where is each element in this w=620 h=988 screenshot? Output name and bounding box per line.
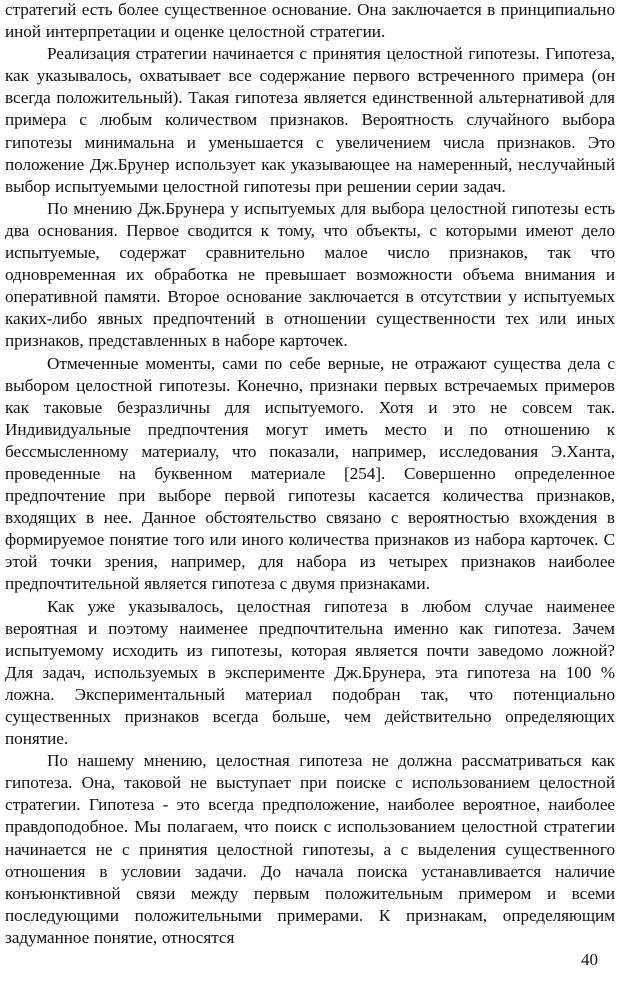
body-text xyxy=(5,0,615,949)
paragraph-5: Как уже указывалось, целостная гипотеза в любом случае наименее вероятная и поэтому наименее предпочтительна именно как гипотеза. Зачем испытуемому исходить из гипотезы, которая является почти заведомо ложной? Для задач, используемых в эксперименте Дж.Брунера, эта гипотеза на 100 % ложна. Экспериментальный материал подобран так, что потенциально существенных признаков всегда больше, чем действительно определяющих понятие. xyxy=(5,596,615,749)
paragraph-6: По нашему мнению, целостная гипотеза не должна рассматриваться как гипотеза. Она, таковой не выступает при поиске с использованием целостной стратегии. Гипотеза - это всегда предположение, наиболее вероятное, наиболее правдоподобное. Мы полагаем, что поиск с использованием целостной стратегии начинается не с принятия целостной гипотезы, а с выделения существенного отношения в условии задачи. До начала поиска устанавливается наличие конъюнктивной связи между первым положительным примером и всеми последующими положительными примерами. К признакам, определяющим задуманное понятие, относятся xyxy=(5,751,615,947)
page-number: 40 xyxy=(581,950,598,969)
paragraph-4: Отмеченные моменты, сами по себе верные, не отражают существа дела с выбором целостной гипотезы. Конечно, признаки первых встречаемых примеров как таковые безразличны для испытуемого. Хотя и это не совсем так. Индивидуальные предпочтения могут иметь место и по отношению к бессмысленному материалу, что показали, например, исследования Э.Ханта, проведенные на буквенном материале [254]. Совершенно определенное предпочтение при выборе первой гипотезы касается количества признаков, входящих в нее. Данное обстоятельство связано с вероятностью вхождения в формируемое понятие того или иного количества признаков из набора карточек. С этой точки зрения, например, для набора из четырех признаков наиболее предпочтительной является гипотеза с двумя признаками. xyxy=(5,353,615,594)
paragraph-3: По мнению Дж.Брунера у испытуемых для выбора целостной гипотезы есть два основания. Первое сводится к тому, что объекты, с которыми имеют дело испытуемые, содержат сравнительно малое число признаков, так что одновременная их обработка не превышает возможности объема внимания и оперативной памяти. Второе основание заключается в отсутствии у испытуемых каких-либо явных предпочтений в отношении существенности тех или иных признаков, представленных в наборе карточек. xyxy=(5,198,615,351)
paragraph-1: стратегий есть более существенное основание. Она заключается в принципиально иной интерпретации и оценке целостной стратегии. xyxy=(5,0,615,42)
paragraph-2: Реализация стратегии начинается с принятия целостной гипотезы. Гипотеза, как указывалось, охватывает все содержание первого встреченного примера (он всегда положительный). Такая гипотеза является единственной альтернативой для примера с любым количеством признаков. Вероятность случайного выбора гипотезы минимальна и уменьшается с увеличением числа признаков. Это положение Дж.Брунер использует как указывающее на намеренный, неслучайный выбор испытуемыми целостной гипотезы при решении серии задач. xyxy=(5,44,615,196)
